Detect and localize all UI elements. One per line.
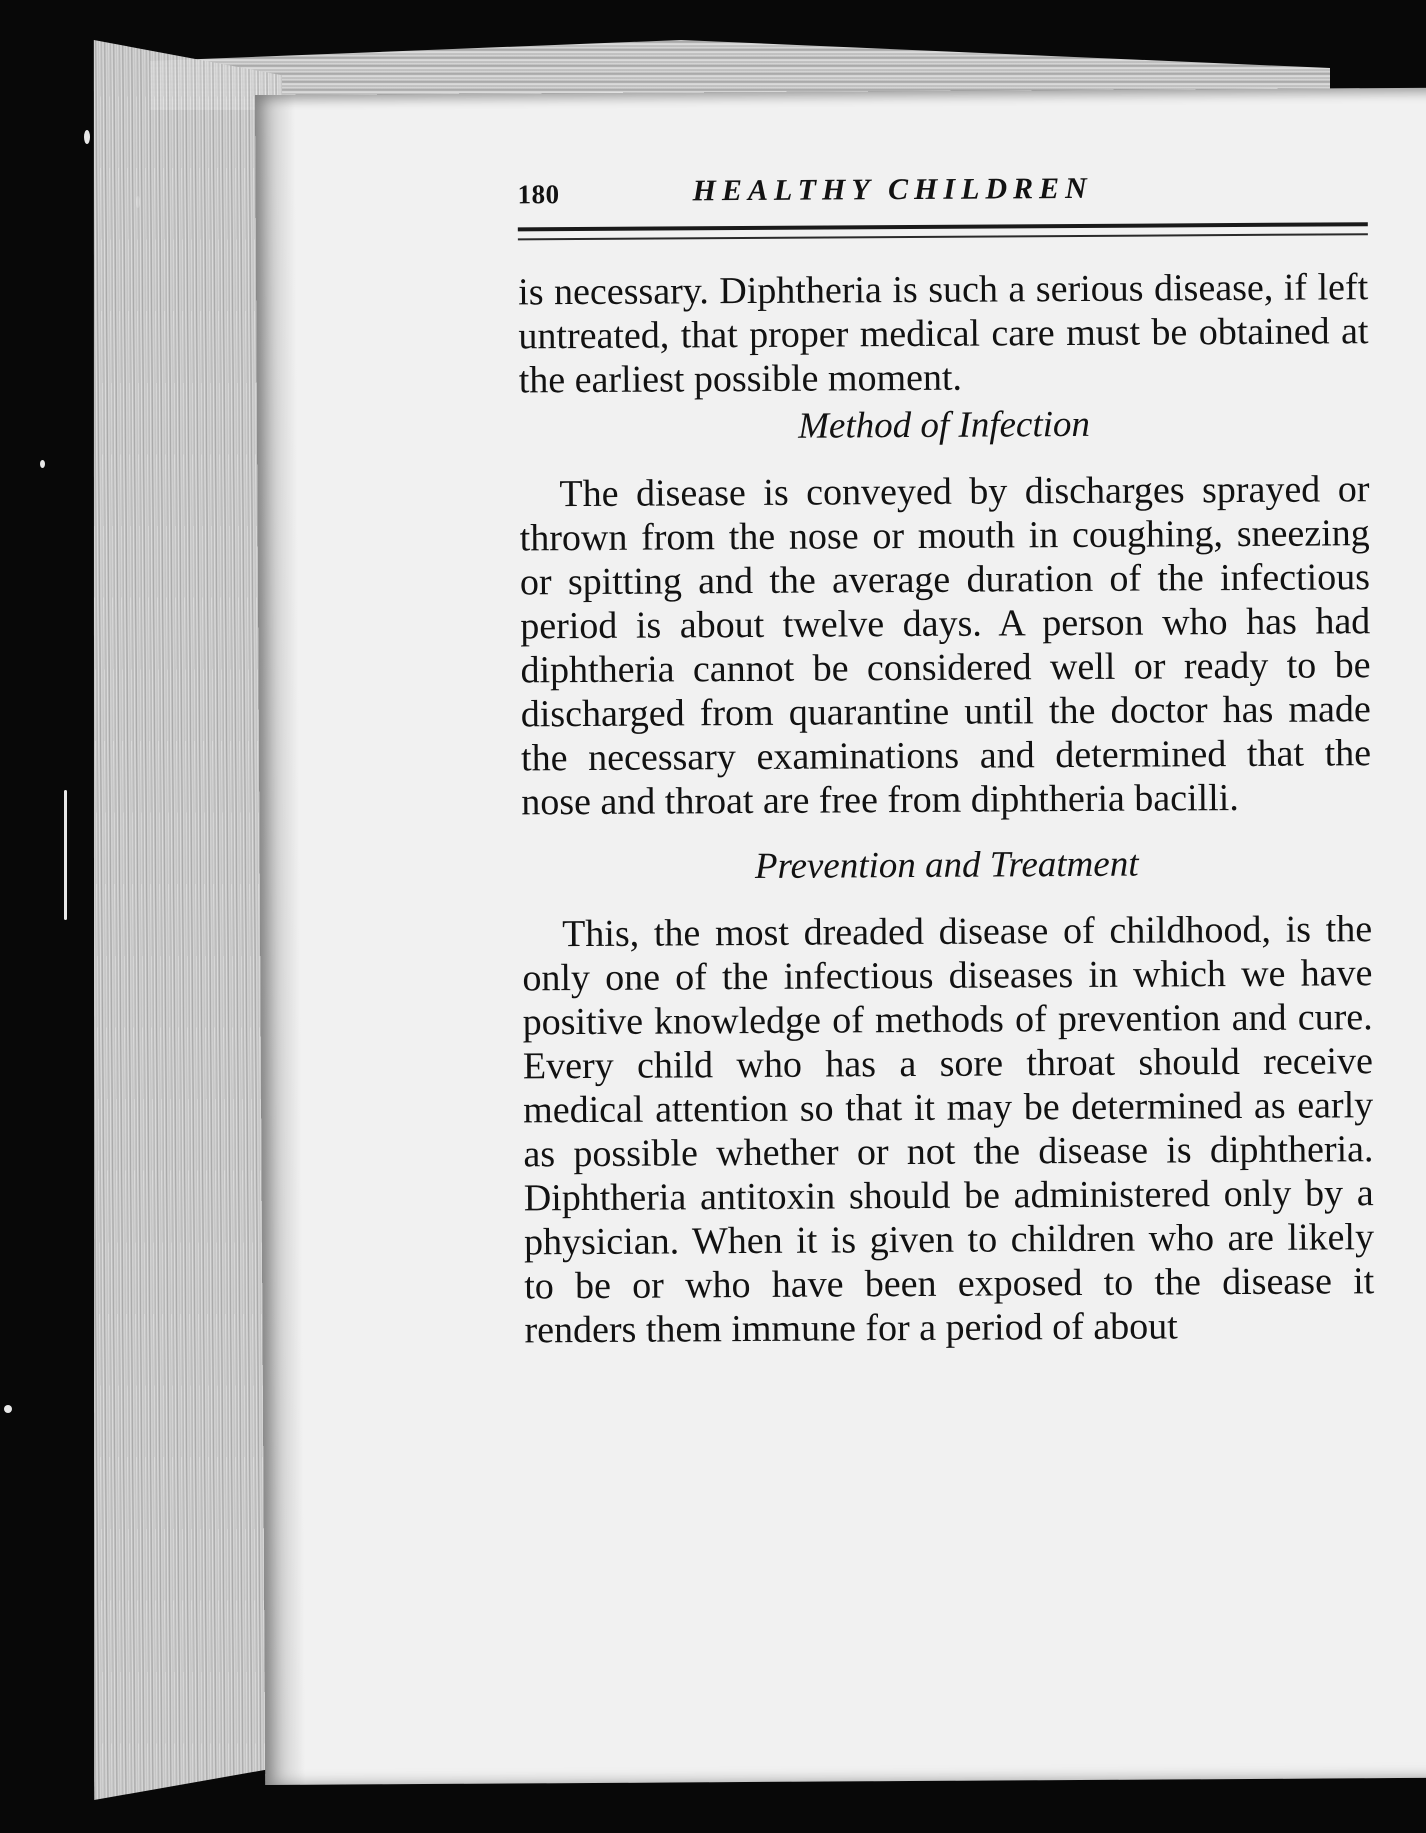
dust-speck: [4, 1405, 12, 1413]
text-block: [517, 166, 1374, 1352]
page-number: 180: [517, 179, 560, 210]
running-title: HEALTHY CHILDREN: [692, 171, 1093, 208]
paragraph-method-of-infection: The disease is conveyed by discharges sprayed or thrown from the nose or mouth in coughing, sneezing or spitting and the average duration of the infectious period is about twelve days. A person who has had diphtheria cannot be considered well or ready to be discharged from quarantine until the doctor has made the necessary examinations and determined that the nose and throat are free from diphtheria bacilli.: [519, 468, 1372, 824]
book-page: [255, 88, 1426, 1785]
dust-speck: [64, 790, 67, 920]
section-heading-method-of-infection: Method of Infection: [798, 403, 1091, 447]
dust-speck: [84, 130, 90, 144]
paragraph-prevention-and-treatment: This, the most dreaded disease of childhood, is the only one of the infectious diseases in which we have positive knowledge of methods of prevention and cure. Every child who has a sore throat should receive medical attention so that it may be determined as early as possible whether or not the disease is diphtheria. Diphtheria antitoxin should be administered only by a physician. When it is given to children who are likely to be or who have been exposed to the disease it renders them immune for a period of about: [522, 908, 1375, 1352]
dust-speck: [40, 460, 45, 468]
paragraph-continued: is necessary. Diphtheria is such a serious disease, if left untreated, that proper medical care must be obtained at the earliest possible moment.: [518, 266, 1369, 402]
header-rule: [518, 222, 1368, 240]
section-heading-prevention-and-treatment: Prevention and Treatment: [754, 843, 1139, 887]
running-head: [517, 166, 1367, 221]
